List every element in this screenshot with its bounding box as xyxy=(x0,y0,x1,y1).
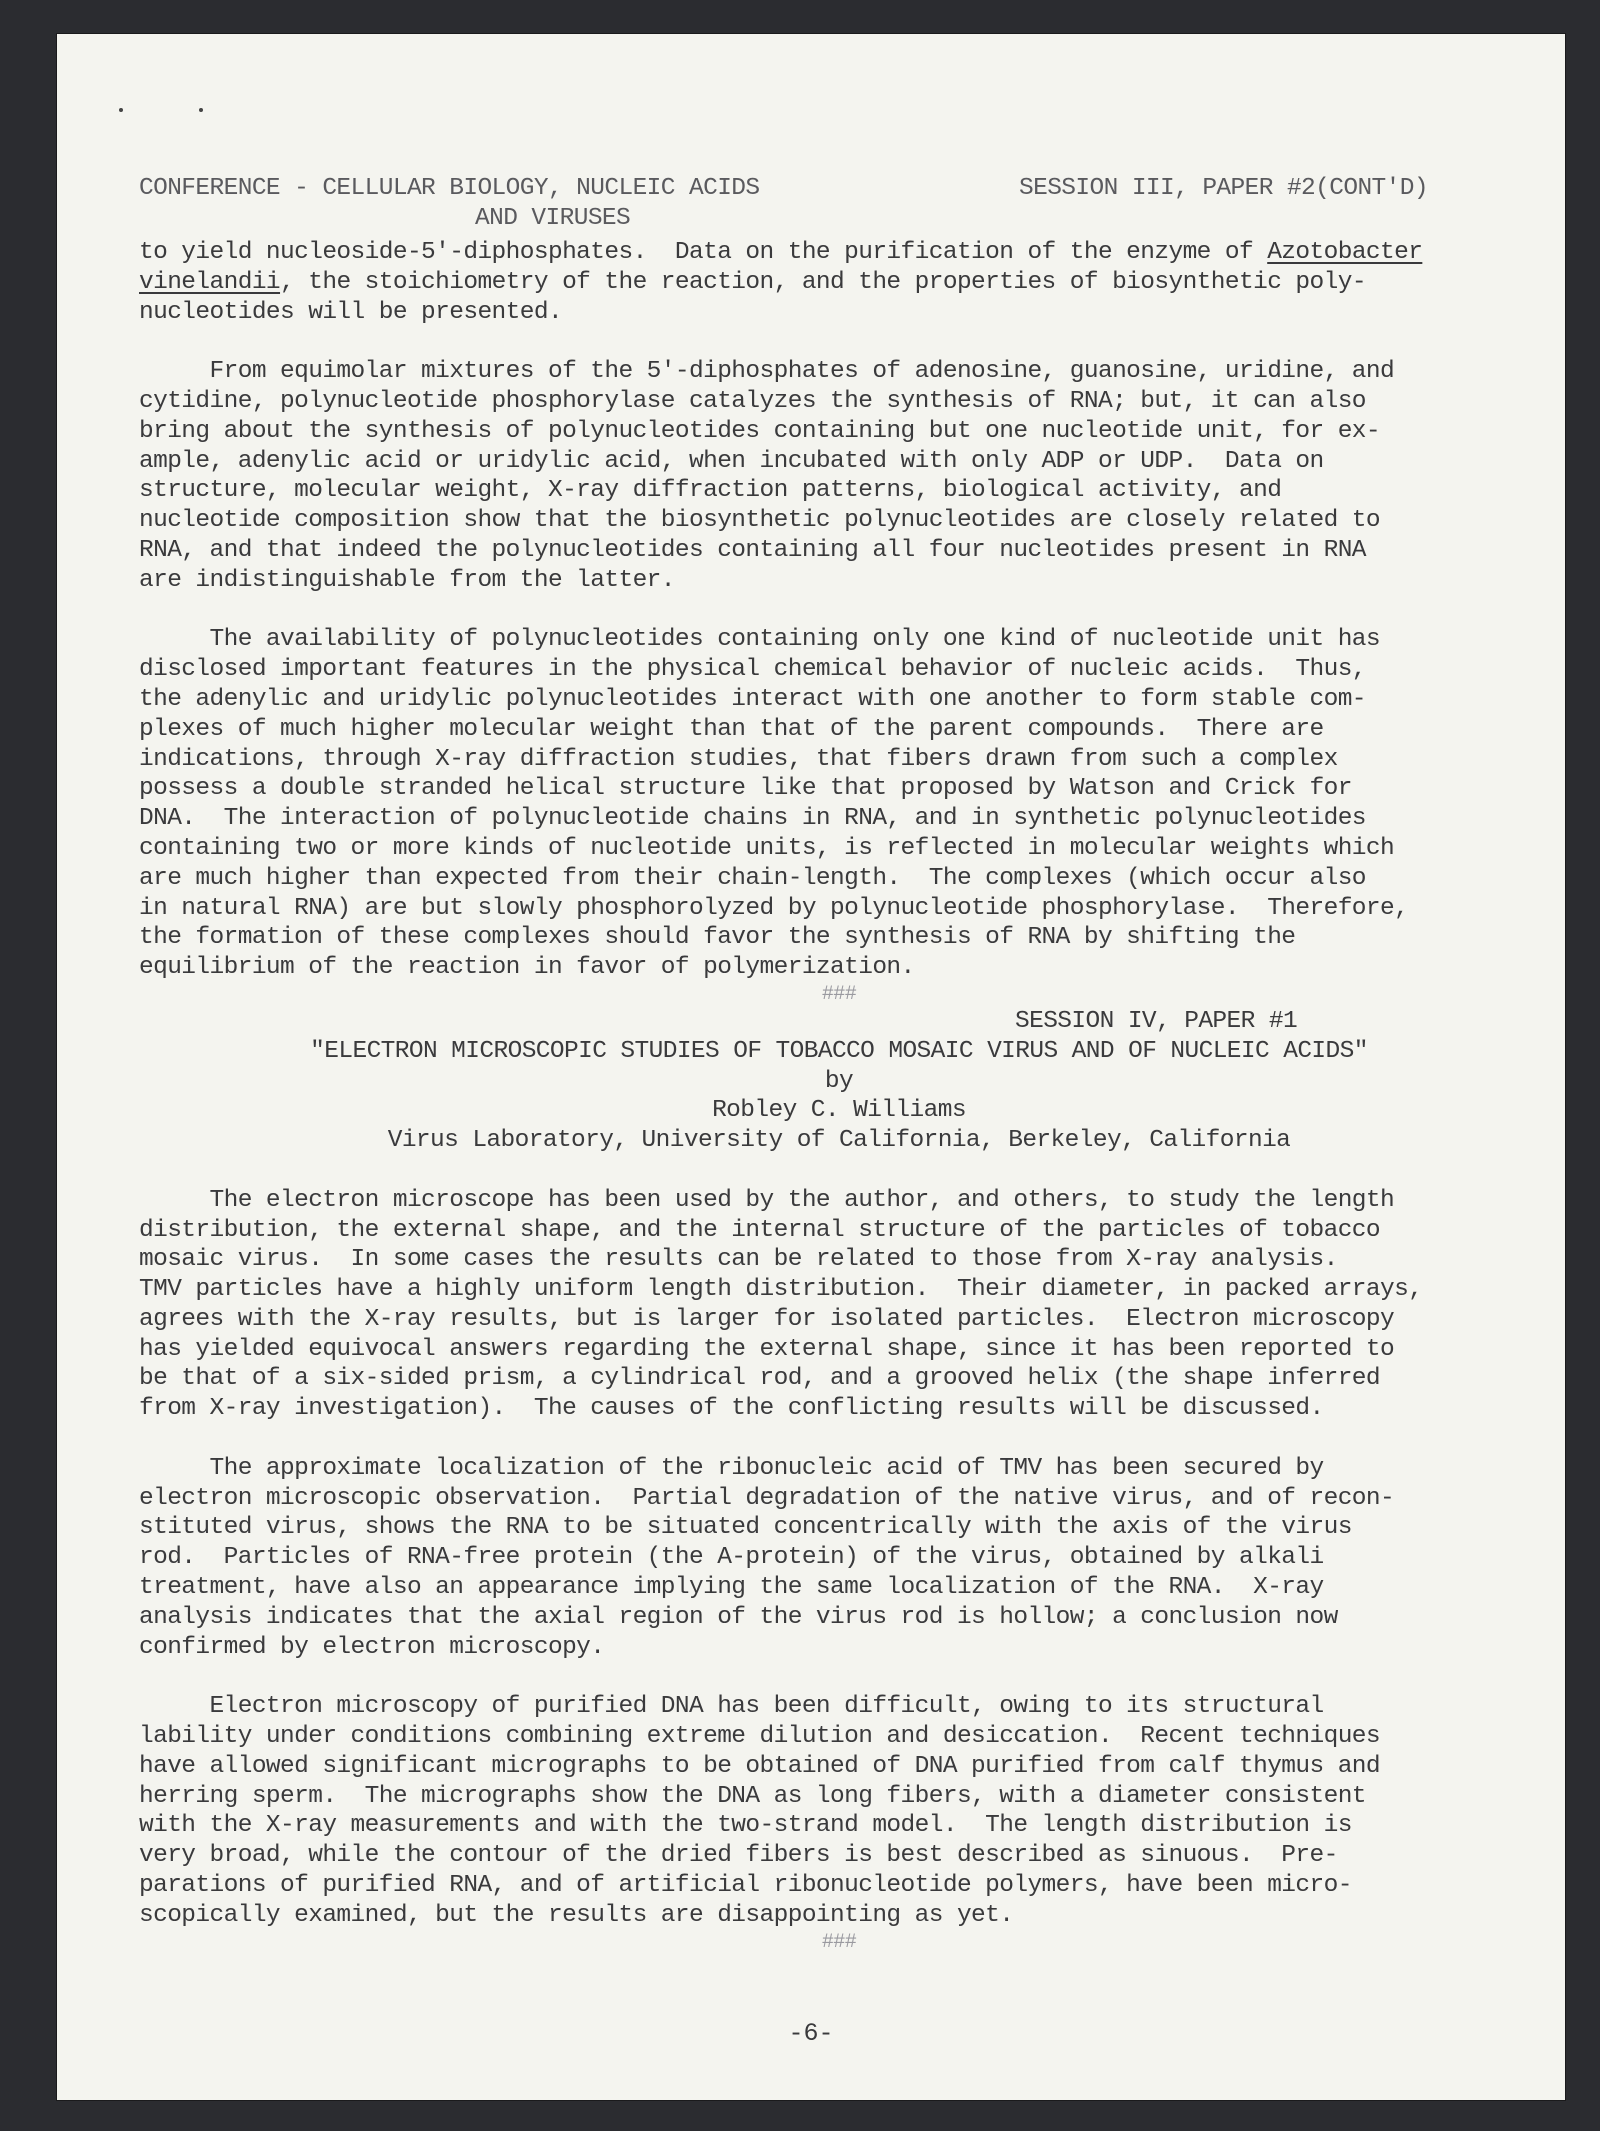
text-line: has yielded equivocal answers regarding the external shape, since it has been reported to xyxy=(139,1335,1395,1363)
text-line: vinelandii, the stoichiometry of the reaction, and the properties of biosynthetic poly- xyxy=(139,268,1366,296)
paragraph-dna-microscopy xyxy=(139,1692,1539,1930)
text-line: very broad, while the contour of the dried fibers is best described as sinuous. Pre- xyxy=(139,1842,1338,1870)
running-header xyxy=(139,174,1539,238)
text-line: equilibrium of the reaction in favor of polymerization. xyxy=(139,954,915,982)
paragraph-physical-chemistry xyxy=(139,625,1539,983)
text-line: From equimolar mixtures of the 5'-diphosphates of adenosine, guanosine, uridine, and xyxy=(139,358,1395,386)
conference-title-cont: AND VIRUSES xyxy=(475,205,631,232)
text-line: the formation of these complexes should favor the synthesis of RNA by shifting the xyxy=(139,924,1296,952)
text-line: herring sperm. The micrographs show the DNA as long fibers, with a diameter consistent xyxy=(139,1782,1366,1810)
page-number: -6- xyxy=(788,2019,834,2048)
session-reference: SESSION IV, PAPER #1 xyxy=(1015,1007,1298,1035)
text-line: in natural RNA) are but slowly phosphorolyzed by polynucleotide phosphorylase. Therefore, xyxy=(139,894,1409,922)
author-affiliation: Virus Laboratory, University of California, Berkeley, California xyxy=(387,1127,1291,1155)
text-line: nucleotides will be presented. xyxy=(139,298,563,326)
text-line: bring about the synthesis of polynucleotides containing but one nucleotide unit, for ex- xyxy=(139,417,1381,445)
session-reference: SESSION III, PAPER #2(CONT'D) xyxy=(1019,175,1428,202)
text-line: with the X-ray measurements and with the two-strand model. The length distribution is xyxy=(139,1812,1352,1840)
text-line: TMV particles have a highly uniform length distribution. Their diameter, in packed arrays, xyxy=(139,1276,1423,1304)
text-line: disclosed important features in the physical chemical behavior of nucleic acids. Thus, xyxy=(139,656,1366,684)
paragraph-polynucleotide-synthesis xyxy=(139,357,1539,595)
text-line: distribution, the external shape, and the internal structure of the particles of tobacco xyxy=(139,1216,1381,1244)
conference-title: CONFERENCE - CELLULAR BIOLOGY, NUCLEIC ACIDS xyxy=(139,175,760,202)
text-line: nucleotide composition show that the biosynthetic polynucleotides are closely related to xyxy=(139,507,1381,535)
text-line: rod. Particles of RNA-free protein (the A-protein) of the virus, obtained by alkali xyxy=(139,1544,1324,1572)
session-iv-heading xyxy=(139,1007,1539,1156)
organism-name: Azotobacter xyxy=(1267,239,1423,266)
byline: by xyxy=(824,1067,854,1095)
text-line: are indistinguishable from the latter. xyxy=(139,566,675,594)
text-line: confirmed by electron microscopy. xyxy=(139,1633,605,1661)
organism-name: vinelandii xyxy=(139,268,281,296)
text-line: The availability of polynucleotides containing only one kind of nucleotide unit has xyxy=(139,626,1381,654)
text-line: have allowed significant micrographs to be obtained of DNA purified from calf thymus and xyxy=(139,1752,1381,1780)
text-line: the adenylic and uridylic polynucleotides interact with one another to form stable com- xyxy=(139,685,1366,713)
text-line: ample, adenylic acid or uridylic acid, when incubated with only ADP or UDP. Data on xyxy=(139,447,1324,475)
margin-mark xyxy=(199,108,203,112)
document-body xyxy=(139,174,1539,1955)
text-line: containing two or more kinds of nucleotide units, is reflected in molecular weights which xyxy=(139,834,1395,862)
paper-title: "ELECTRON MICROSCOPIC STUDIES OF TOBACCO MOSAIC VIRUS AND OF NUCLEIC ACIDS" xyxy=(310,1037,1368,1065)
text-line: parations of purified RNA, and of artificial ribonucleotide polymers, have been micro- xyxy=(139,1872,1352,1900)
text-line: structure, molecular weight, X-ray diffraction patterns, biological activity, and xyxy=(139,477,1282,505)
text-line: are much higher than expected from their chain-length. The complexes (which occur also xyxy=(139,864,1366,892)
text-line: The approximate localization of the ribonucleic acid of TMV has been secured by xyxy=(139,1454,1324,1482)
text-line: indications, through X-ray diffraction studies, that fibers drawn from such a complex xyxy=(139,745,1338,773)
text-line: stituted virus, shows the RNA to be situated concentrically with the axis of the virus xyxy=(139,1514,1352,1542)
text-line: The electron microscope has been used by the author, and others, to study the length xyxy=(139,1186,1395,1214)
paragraph-rna-localization xyxy=(139,1454,1539,1663)
text-line: DNA. The interaction of polynucleotide chains in RNA, and in synthetic polynucleotides xyxy=(139,805,1366,833)
margin-mark xyxy=(119,108,123,112)
text-line: Electron microscopy of purified DNA has been difficult, owing to its structural xyxy=(139,1693,1324,1721)
text-line: analysis indicates that the axial region of the virus rod is hollow; a conclusion now xyxy=(139,1603,1338,1631)
paragraph-tmv-shape xyxy=(139,1186,1539,1424)
text-line: be that of a six-sided prism, a cylindrical rod, and a grooved helix (the shape inferred xyxy=(139,1365,1381,1393)
text-line: mosaic virus. In some cases the results can be related to those from X-ray analysis. xyxy=(139,1246,1338,1274)
text-line: RNA, and that indeed the polynucleotides containing all four nucleotides present in RNA xyxy=(139,536,1366,564)
text-line: possess a double stranded helical structure like that proposed by Watson and Crick for xyxy=(139,775,1352,803)
text-line: lability under conditions combining extreme dilution and desiccation. Recent techniques xyxy=(139,1723,1381,1751)
text-line: treatment, have also an appearance implying the same localization of the RNA. X-ray xyxy=(139,1574,1324,1602)
text-line: plexes of much higher molecular weight than that of the parent compounds. There are xyxy=(139,715,1324,743)
end-of-paper-marker: ### xyxy=(821,1930,857,1954)
text-line: scopically examined, but the results are disappointing as yet. xyxy=(139,1901,1014,1929)
continuation-paragraph xyxy=(139,238,1539,327)
text-line: cytidine, polynucleotide phosphorylase catalyzes the synthesis of RNA; but, it can also xyxy=(139,387,1366,415)
text-line: from X-ray investigation). The causes of the conflicting results will be discussed. xyxy=(139,1395,1324,1423)
text-line: agrees with the X-ray results, but is larger for isolated particles. Electron microscopy xyxy=(139,1305,1395,1333)
text-line: electron microscopic observation. Partial degradation of the native virus, and of recon- xyxy=(139,1484,1395,1512)
document-page xyxy=(57,34,1565,2100)
end-of-paper-marker: ### xyxy=(821,982,857,1006)
author-name: Robley C. Williams xyxy=(712,1097,966,1125)
text-line: to yield nucleoside-5'-diphosphates. Data on the purification of the enzyme of Azotobacter xyxy=(139,239,1423,266)
